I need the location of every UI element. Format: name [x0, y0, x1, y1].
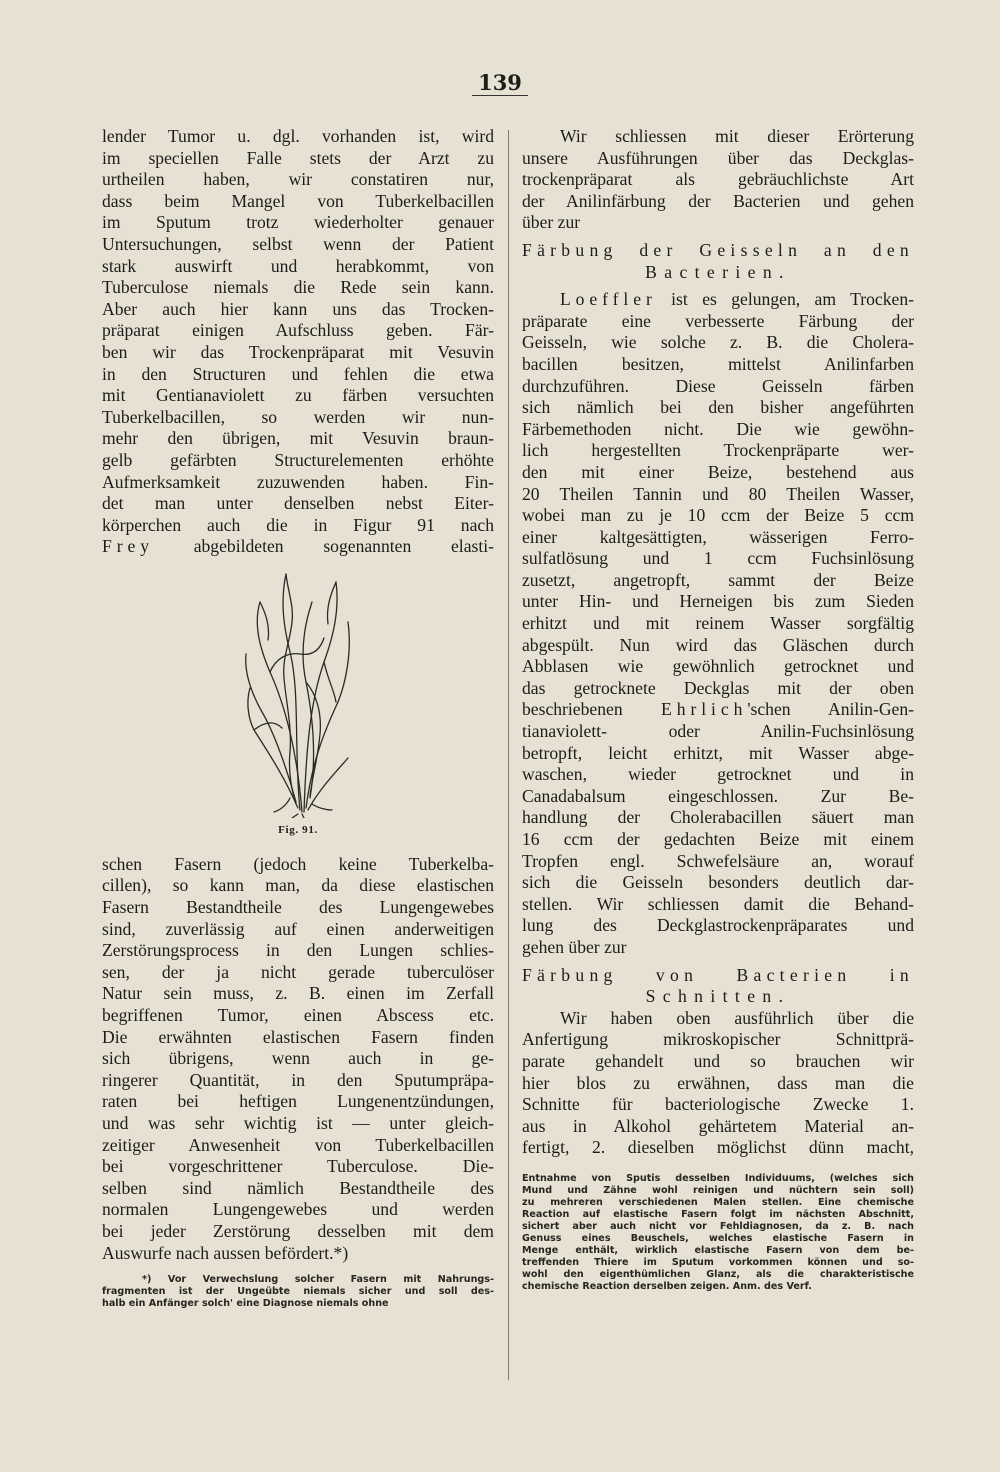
- text-line: zusetzt, angetropft, sammt der Beize: [522, 569, 914, 590]
- text-line: und was sehr wichtig ist — unter gleich-: [102, 1113, 494, 1133]
- figure-91: [102, 558, 494, 854]
- text-line: im speciellen Falle stets der Arzt zu: [102, 147, 494, 168]
- text-line: stellen. Wir schliessen damit die Behand-: [522, 893, 914, 914]
- text-line: Geisseln, wie solche z. B. die Cholera-: [522, 332, 914, 353]
- text-line: stark auswirft und herabkommt, von: [102, 255, 494, 276]
- text-line: Fasern Bestandtheile des Lungengewebes: [102, 897, 494, 918]
- elastic-fibres-illustration: [240, 562, 360, 818]
- text-line: unsere Ausführungen über das Deckglas-: [522, 147, 914, 168]
- text-line: trockenpräparat als gebräuchlichste Art: [522, 169, 914, 190]
- text-line: in den Structuren und fehlen die etwa: [102, 363, 494, 384]
- text-line: Tuberculose niemals die Rede sein kann.: [102, 277, 494, 298]
- author-name-ehrlich: Ehrlich: [661, 699, 748, 720]
- ehrlich-line-pre: beschriebenen: [522, 699, 623, 720]
- text-line: erhitzt und mit reinem Wasser sorgfältig: [522, 613, 914, 634]
- footnote-line: *) Vor Verwechslung solcher Fasern mit Nahrungs-: [142, 1274, 494, 1286]
- text-line: tianaviolett- oder Anilin-Fuchsinlösung: [522, 721, 914, 742]
- text-line: im Sputum trotz wiederholter genauer: [102, 212, 494, 233]
- text-line: Canadabalsum eingeschlossen. Zur Be-: [522, 785, 914, 806]
- text-line: bacillen besitzen, mittelst Anilinfarben: [522, 353, 914, 374]
- text-line: Die erwähnten elastischen Fasern finden: [102, 1026, 494, 1047]
- text-line: lich hergestellten Trockenpräparte wer-: [522, 440, 914, 461]
- text-line: Auswurfe nach aussen befördert.*): [102, 1242, 349, 1263]
- text-line: wobei man zu je 10 ccm der Beize 5 ccm: [522, 505, 914, 526]
- footnote-line: sichert aber auch nicht vor Fehldiagnosen, da z. B. nach: [522, 1220, 914, 1232]
- text-line: Abblasen wie gewöhnlich getrocknet und: [522, 656, 914, 677]
- text-line: lung des Deckglastrockenpräparates und: [522, 915, 914, 936]
- left-paragraph-1: [102, 126, 494, 536]
- text-line: körperchen auch die in Figur 91 nach: [102, 514, 494, 535]
- page-number: 139: [0, 70, 1000, 95]
- figure-caption: Fig. 91.: [278, 823, 318, 836]
- footnote-line: Entnahme von Sputis desselben Individuums, (welches sich: [522, 1172, 914, 1184]
- frey-line-rest: abgebildeten sogenannten elasti-: [193, 536, 494, 557]
- footnote-line: fragmenten ist der Ungeübte niemals sicher und soll des-: [102, 1286, 494, 1298]
- text-line: Aufmerksamkeit zuzuwenden haben. Fin-: [102, 471, 494, 492]
- text-line: durchzuführen. Diese Geisseln färben: [522, 375, 914, 396]
- right-paragraph-2-continued: [522, 721, 914, 959]
- text-line: das getrocknete Deckglas mit der oben: [522, 677, 914, 698]
- footnote-line: zu mehreren verschiedenen Malen stellen. Eine chemische: [522, 1196, 914, 1208]
- text-line: Aber auch hier kann uns das Trocken-: [102, 298, 494, 319]
- right-column: [522, 126, 914, 1293]
- text-line: selben sind nämlich Bestandtheile des: [102, 1177, 494, 1198]
- left-footnote: [102, 1274, 494, 1310]
- right-paragraph-1: [522, 126, 914, 234]
- text-line: Anfertigung mikroskopischer Schnittprä-: [522, 1029, 914, 1050]
- text-line: aus in Alkohol gehärtetem Material an-: [522, 1115, 914, 1136]
- loeffler-line-rest: ist es gelungen, am Trocken-: [671, 289, 914, 310]
- text-line: mit Gentianaviolett zu färben versuchten: [102, 385, 494, 406]
- text-line: hier blos zu erwähnen, dass man die: [522, 1072, 914, 1093]
- text-line: sich nämlich bei den bisher angeführten: [522, 397, 914, 418]
- footnote-line: halb ein Anfänger solch' eine Diagnose niemals ohne: [102, 1298, 389, 1310]
- text-line: Tuberkelbacillen, so werden wir nun-: [102, 406, 494, 427]
- text-line: 16 ccm der gedachten Beize mit einem: [522, 829, 914, 849]
- text-line: über zur: [522, 212, 581, 233]
- text-line: mehr den übrigen, mit Vesuvin braun-: [102, 428, 494, 449]
- text-line: schen Fasern (jedoch keine Tuberkelba-: [102, 853, 494, 874]
- text-line: abgespült. Nun wird das Gläschen durch: [522, 634, 914, 655]
- text-line: ben wir das Trockenpräparat mit Vesuvin: [102, 341, 494, 362]
- frey-line: [102, 536, 494, 558]
- text-line: Natur sein muss, z. B. einen im Zerfall: [102, 983, 494, 1004]
- text-line: sind, zuverlässig auf einen anderweitigen: [102, 918, 494, 939]
- footnote-line: Menge enthält, wirklich elastische Fasern von dem be-: [522, 1244, 914, 1256]
- author-name-frey: Frey: [102, 536, 154, 557]
- section-heading-geisseln-line1: Färbung der Geisseln an den: [522, 239, 914, 260]
- text-line: ringerer Quantität, in den Sputumpräpa-: [102, 1069, 494, 1090]
- footnote-line: chemische Reaction derselben zeigen. Anm. des Verf.: [522, 1280, 812, 1292]
- section-heading-schnitten-line1: Färbung von Bacterien in: [522, 964, 914, 985]
- text-line: Färbemethoden nicht. Die wie gewöhn-: [522, 418, 914, 439]
- text-line: Wir haben oben ausführlich über die: [560, 1007, 914, 1028]
- ehrlich-line-post: 'schen Anilin-Gen-: [747, 699, 914, 720]
- right-paragraph-3: [522, 1008, 914, 1159]
- text-line: fertigt, 2. dieselben möglichst dünn macht,: [522, 1137, 914, 1158]
- text-line: begriffenen Tumor, einen Abscess etc.: [102, 1005, 494, 1026]
- text-line: sen, der ja nicht gerade tuberculöser: [102, 961, 494, 982]
- text-line: cillen), so kann man, da diese elastischen: [102, 875, 494, 896]
- text-line: sich übrigens, wenn auch in ge-: [102, 1048, 494, 1069]
- text-line: präparate eine verbesserte Färbung der: [522, 310, 914, 331]
- section-heading-schnitten-line2: Schnitten.: [645, 986, 791, 1007]
- text-line: betropft, leicht erhitzt, mit Wasser abge-: [522, 742, 914, 763]
- text-line: der Anilinfärbung der Bacterien und gehen: [522, 190, 914, 211]
- text-line: gelb gefärbten Structurelementen erhöhte: [102, 449, 494, 470]
- left-paragraph-2: [102, 854, 494, 1264]
- text-line: handlung der Cholerabacillen säuert man: [522, 807, 914, 828]
- text-line: raten bei heftigen Lungenentzündungen,: [102, 1091, 494, 1112]
- text-line: sulfatlösung und 1 ccm Fuchsinlösung: [522, 548, 914, 569]
- text-line: zeitiger Anwesenheit von Tuberkelbacillen: [102, 1134, 494, 1155]
- loeffler-line: [522, 289, 914, 311]
- text-line: Untersuchungen, selbst wenn der Patient: [102, 233, 494, 254]
- right-footnote: [522, 1173, 914, 1293]
- footnote-line: Genuss eines Beuschels, welches elastische Fasern in: [522, 1232, 914, 1244]
- text-line: urtheilen haben, wir constatiren nur,: [102, 169, 494, 190]
- text-line: det man unter denselben nebst Eiter-: [102, 493, 494, 514]
- text-line: Tropfen engl. Schwefelsäure an, worauf: [522, 850, 914, 871]
- footnote-line: wohl den eigenthümlichen Glanz, als die charakteristische: [522, 1268, 914, 1280]
- text-line: 20 Theilen Tannin und 80 Theilen Wasser,: [522, 483, 914, 504]
- text-line: präparat einigen Aufschluss geben. Fär-: [102, 320, 494, 341]
- text-line: gehen über zur: [522, 936, 627, 957]
- left-column: [102, 126, 494, 1310]
- ehrlich-line: [522, 699, 914, 721]
- footnote-line: treffenden Thiere im Sputum vorkommen können und so-: [522, 1256, 914, 1268]
- text-line: waschen, wieder getrocknet und in: [522, 764, 914, 785]
- text-line: lender Tumor u. dgl. vorhanden ist, wird: [102, 126, 494, 146]
- text-line: unter Hin- und Herneigen bis zum Sieden: [522, 591, 914, 612]
- text-line: einer kaltgesättigten, wässerigen Ferro-: [522, 526, 914, 547]
- footnote-line: Mund und Zähne wohl reinigen und nüchtern sein soll): [522, 1184, 914, 1196]
- text-line: dass beim Mangel von Tuberkelbacillen: [102, 190, 494, 211]
- author-name-loeffler: Loeffler: [560, 289, 657, 310]
- footnote-line: Reaction auf elastische Fasern folgt im nächsten Abschnitt,: [522, 1208, 914, 1220]
- text-line: Wir schliessen mit dieser Erörterung: [560, 126, 914, 146]
- column-divider: [508, 130, 509, 1380]
- text-line: den mit einer Beize, bestehend aus: [522, 461, 914, 482]
- text-line: normalen Lungengewebes und werden: [102, 1199, 494, 1220]
- text-line: Schnitte für bacteriologische Zwecke 1.: [522, 1094, 914, 1115]
- right-paragraph-2: [522, 311, 914, 700]
- text-line: Zerstörungsprocess in den Lungen schlies-: [102, 940, 494, 961]
- text-line: bei vorgeschrittener Tuberculose. Die-: [102, 1156, 494, 1177]
- text-line: parate gehandelt und so brauchen wir: [522, 1050, 914, 1071]
- section-heading-geisseln-line2: Bacterien.: [645, 261, 791, 282]
- text-line: bei jeder Zerstörung desselben mit dem: [102, 1220, 494, 1241]
- text-line: sich die Geisseln besonders deutlich dar-: [522, 872, 914, 893]
